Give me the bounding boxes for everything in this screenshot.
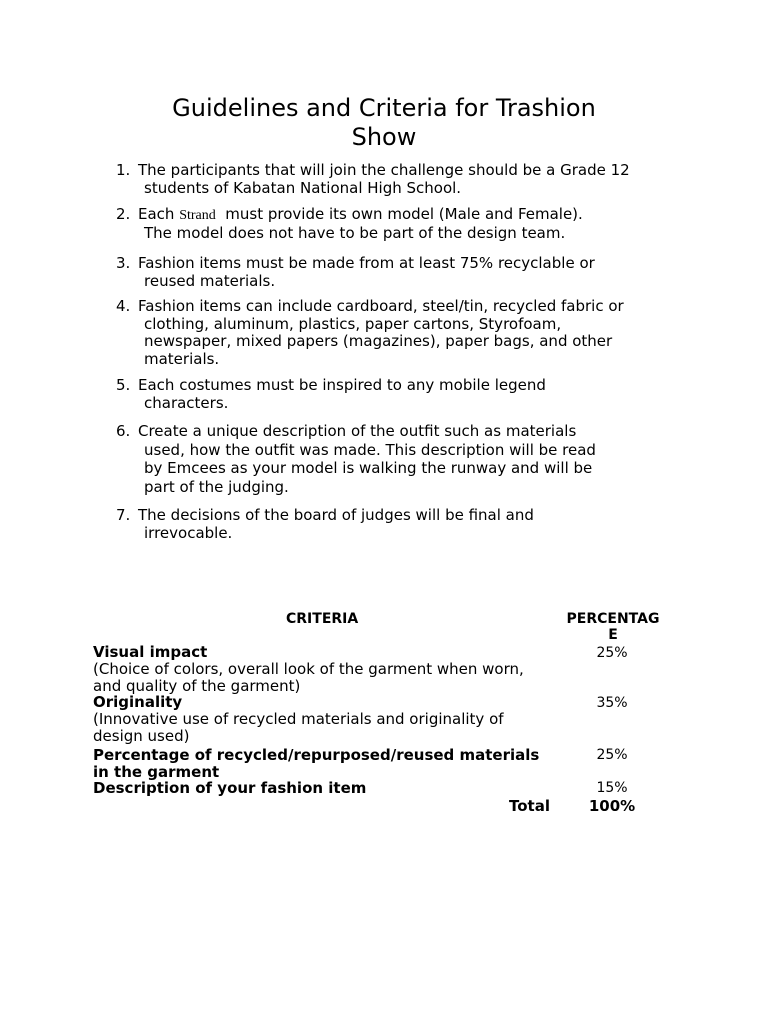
criteria-description: and quality of the garment) <box>93 677 301 695</box>
criteria-description: (Innovative use of recycled materials and originality of <box>93 710 504 728</box>
guideline-item-1 <box>116 162 630 197</box>
guideline-line: by Emcees as your model is walking the runway and will be <box>144 459 593 477</box>
criteria-row-recycled-materials <box>93 747 539 781</box>
title-line-2: Show <box>351 123 417 151</box>
guideline-line: materials. <box>144 349 220 368</box>
strand-word: Strand <box>179 208 216 223</box>
guideline-line: used, how the outfit was made. This description will be read <box>144 440 596 459</box>
guideline-line: reused materials. <box>144 271 276 290</box>
criteria-description: (Choice of colors, overall look of the garment when worn, <box>93 660 524 678</box>
guideline-item-4 <box>116 298 624 368</box>
guideline-line: Create a unique description of the outfit such as materials <box>138 422 577 440</box>
guideline-number: 2. <box>116 205 131 223</box>
criteria-percent: 35% <box>596 695 628 711</box>
guideline-number: 4. <box>116 297 131 315</box>
criteria-percent: 15% <box>596 780 628 796</box>
guideline-text <box>138 206 583 242</box>
guideline-prefix: Each <box>138 205 180 223</box>
total-label: Total <box>509 797 550 815</box>
criteria-title: Percentage of recycled/repurposed/reused materials <box>93 746 540 764</box>
title-line-1: Guidelines and Criteria for Trashion <box>172 94 596 122</box>
guideline-number: 3. <box>116 254 131 272</box>
guideline-text <box>138 507 534 542</box>
guideline-number: 1. <box>116 161 131 179</box>
criteria-header: CRITERIA <box>286 611 359 627</box>
criteria-description: design used) <box>93 727 190 745</box>
page-title <box>100 94 668 152</box>
guideline-line: Each costumes must be inspired to any mobile legend <box>138 376 546 394</box>
guideline-text <box>138 377 546 412</box>
guideline-line: newspaper, mixed papers (magazines), paper bags, and other <box>144 332 613 350</box>
guideline-item-5 <box>116 377 546 412</box>
guideline-item-6 <box>116 423 596 496</box>
guideline-number: 6. <box>116 422 131 440</box>
guideline-text <box>138 423 596 496</box>
criteria-row-visual-impact <box>93 644 524 695</box>
guideline-line: clothing, aluminum, plastics, paper cartons, Styrofoam, <box>144 314 562 333</box>
guideline-line: The model does not have to be part of the design team. <box>144 223 566 242</box>
criteria-title: Visual impact <box>93 643 208 661</box>
guideline-text <box>138 255 595 290</box>
criteria-row-originality <box>93 694 504 745</box>
guideline-item-2 <box>116 206 583 242</box>
percentage-header <box>561 611 665 643</box>
guideline-line: part of the judging. <box>144 477 289 496</box>
criteria-title: Description of your fashion item <box>93 779 367 797</box>
guideline-line: The decisions of the board of judges will be final and <box>138 506 534 524</box>
guideline-item-7 <box>116 507 534 542</box>
criteria-row-description <box>93 780 366 797</box>
guideline-line: The participants that will join the challenge should be a Grade 12 <box>138 161 630 179</box>
criteria-title: in the garment <box>93 763 220 781</box>
guideline-line <box>138 206 583 225</box>
criteria-title: Originality <box>93 693 183 711</box>
guideline-text <box>138 162 630 197</box>
percentage-header-line-1: PERCENTAG <box>566 611 660 627</box>
guideline-number: 7. <box>116 506 131 524</box>
guideline-item-3 <box>116 255 595 290</box>
guideline-line: irrevocable. <box>144 523 233 542</box>
guideline-line: characters. <box>144 393 229 412</box>
criteria-percent: 25% <box>596 747 628 763</box>
total-value: 100% <box>588 797 636 815</box>
guideline-line: Fashion items must be made from at least 75% recyclable or <box>138 254 595 272</box>
guideline-suffix: must provide its own model (Male and Female). <box>215 205 583 223</box>
guideline-line: students of Kabatan National High School. <box>144 178 462 197</box>
guideline-number: 5. <box>116 376 131 394</box>
guideline-line: Fashion items can include cardboard, steel/tin, recycled fabric or <box>138 297 624 315</box>
guideline-text <box>138 298 624 368</box>
criteria-percent: 25% <box>596 645 628 661</box>
percentage-header-line-2: E <box>608 627 618 643</box>
